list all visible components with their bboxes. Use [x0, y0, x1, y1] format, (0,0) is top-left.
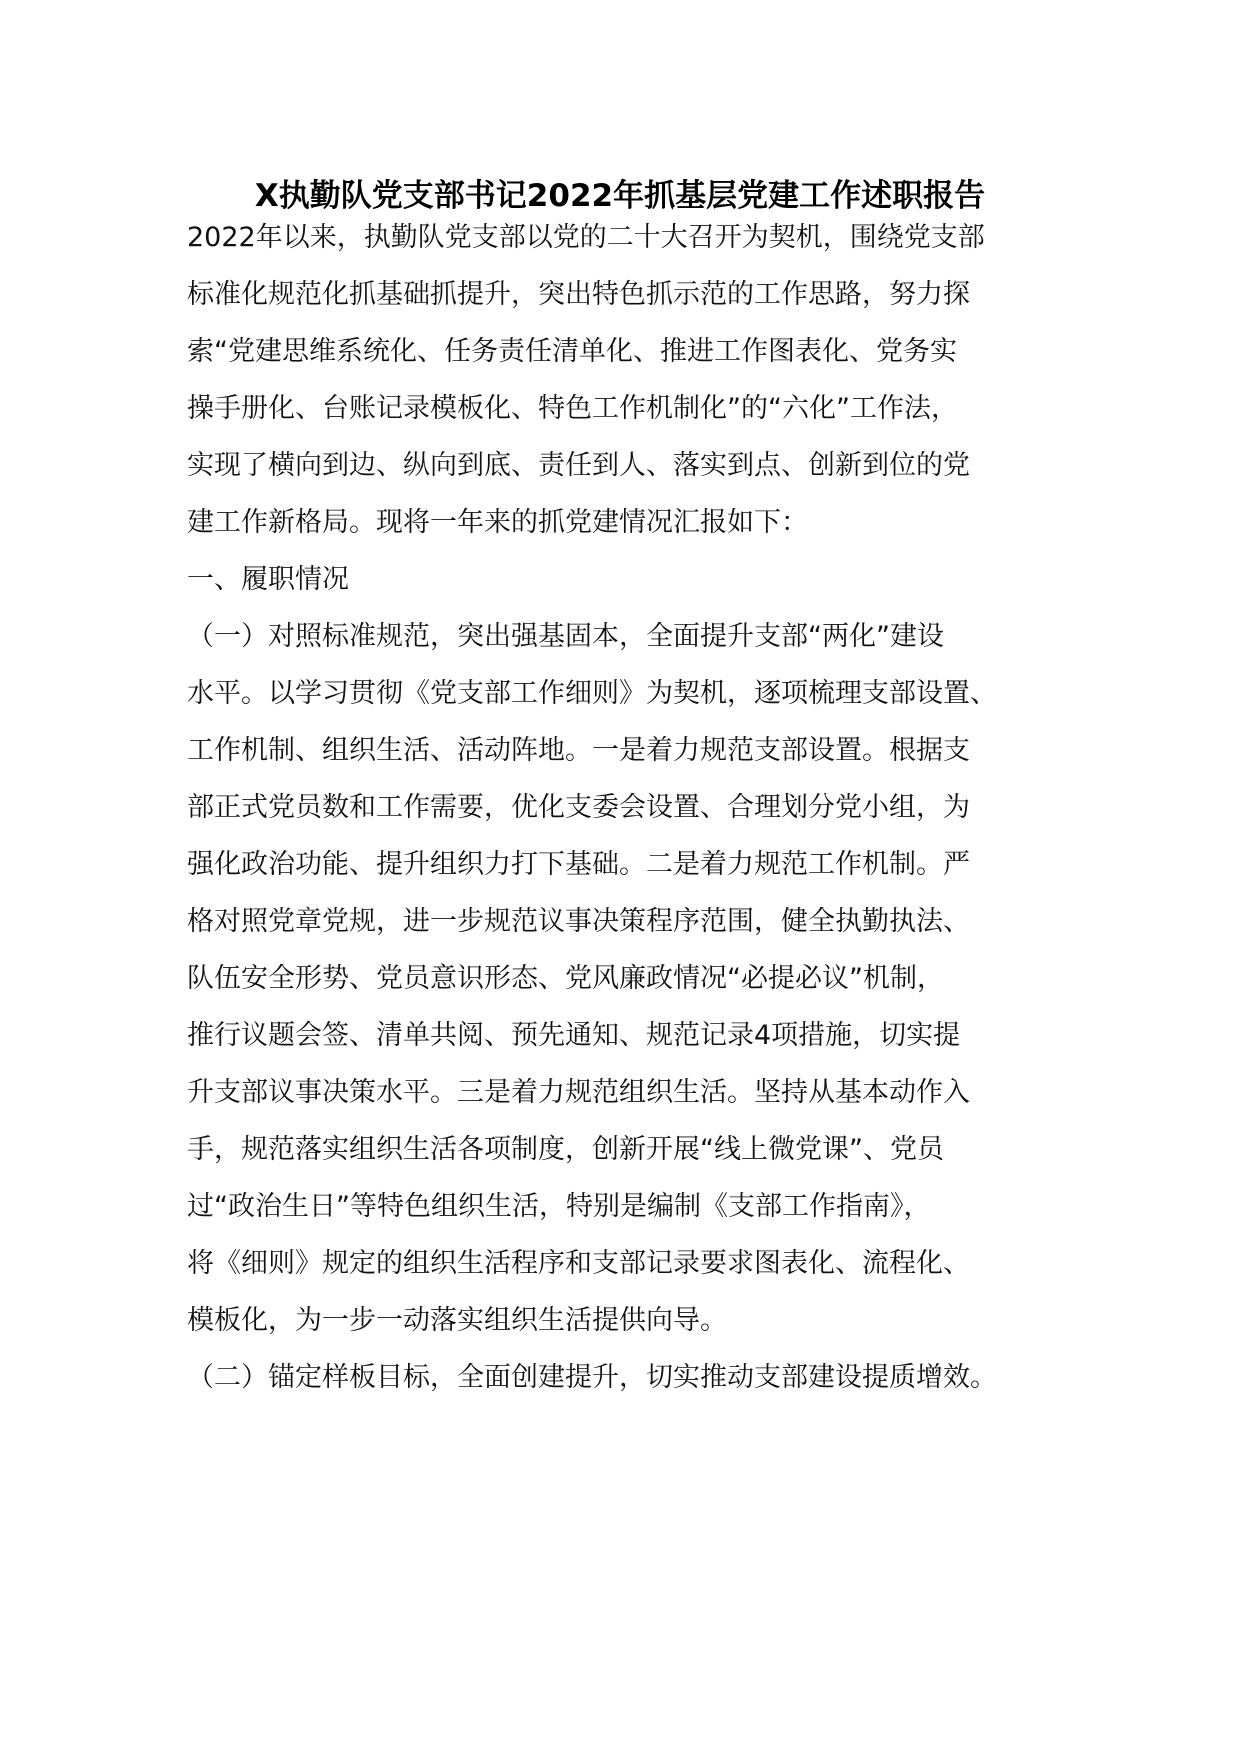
- paragraph-line: 手，规范落实组织生活各项制度，创新开展“线上微党课”、党员: [187, 1134, 944, 1165]
- paragraph-line: 过“政治生日”等特色组织生活，特别是编制《支部工作指南》，: [187, 1191, 931, 1222]
- paragraph-line: 推行议题会签、清单共阅、预先通知、规范记录4项措施，切实提: [187, 1020, 961, 1051]
- paragraph-line: 升支部议事决策水平。三是着力规范组织生活。坚持从基本动作入: [187, 1077, 970, 1108]
- paragraph-line: 操手册化、台账记录模板化、特色工作机制化”的“六化”工作法，: [187, 393, 958, 424]
- subsection-heading: （二）锚定样板目标，全面创建提升，切实推动支部建设提质增效。: [187, 1362, 997, 1393]
- paragraph-line: 标准化规范化抓基础抓提升，突出特色抓示范的工作思路，努力探: [187, 279, 970, 310]
- paragraph-line: 模板化，为一步一动落实组织生活提供向导。: [187, 1305, 727, 1336]
- paragraph-line: 工作机制、组织生活、活动阵地。一是着力规范支部设置。根据支: [187, 735, 970, 766]
- paragraph-line: 将《细则》规定的组织生活程序和支部记录要求图表化、流程化、: [187, 1248, 970, 1279]
- section-heading: 一、履职情况: [187, 564, 349, 595]
- document-title: X执勤队党支部书记2022年抓基层党建工作述职报告: [254, 178, 986, 214]
- paragraph-line: 队伍安全形势、党员意识形态、党风廉政情况“必提必议”机制，: [187, 963, 944, 994]
- paragraph-line: 水平。以学习贯彻《党支部工作细则》为契机，逐项梳理支部设置、: [187, 678, 997, 709]
- paragraph-line: 实现了横向到边、纵向到底、责任到人、落实到点、创新到位的党: [187, 450, 970, 481]
- paragraph-line: 强化政治功能、提升组织力打下基础。二是着力规范工作机制。严: [187, 849, 970, 880]
- subsection-heading: （一）对照标准规范，突出强基固本，全面提升支部“两化”建设: [187, 621, 944, 652]
- paragraph-line: 2022年以来，执勤队党支部以党的二十大召开为契机，围绕党支部: [187, 222, 985, 253]
- paragraph-line: 建工作新格局。现将一年来的抓党建情况汇报如下：: [187, 507, 808, 538]
- paragraph-line: 格对照党章党规，进一步规范议事决策程序范围，健全执勤执法、: [187, 906, 970, 937]
- paragraph-line: 部正式党员数和工作需要，优化支委会设置、合理划分党小组，为: [187, 792, 970, 823]
- paragraph-line: 索“党建思维系统化、任务责任清单化、推进工作图表化、党务实: [187, 336, 957, 367]
